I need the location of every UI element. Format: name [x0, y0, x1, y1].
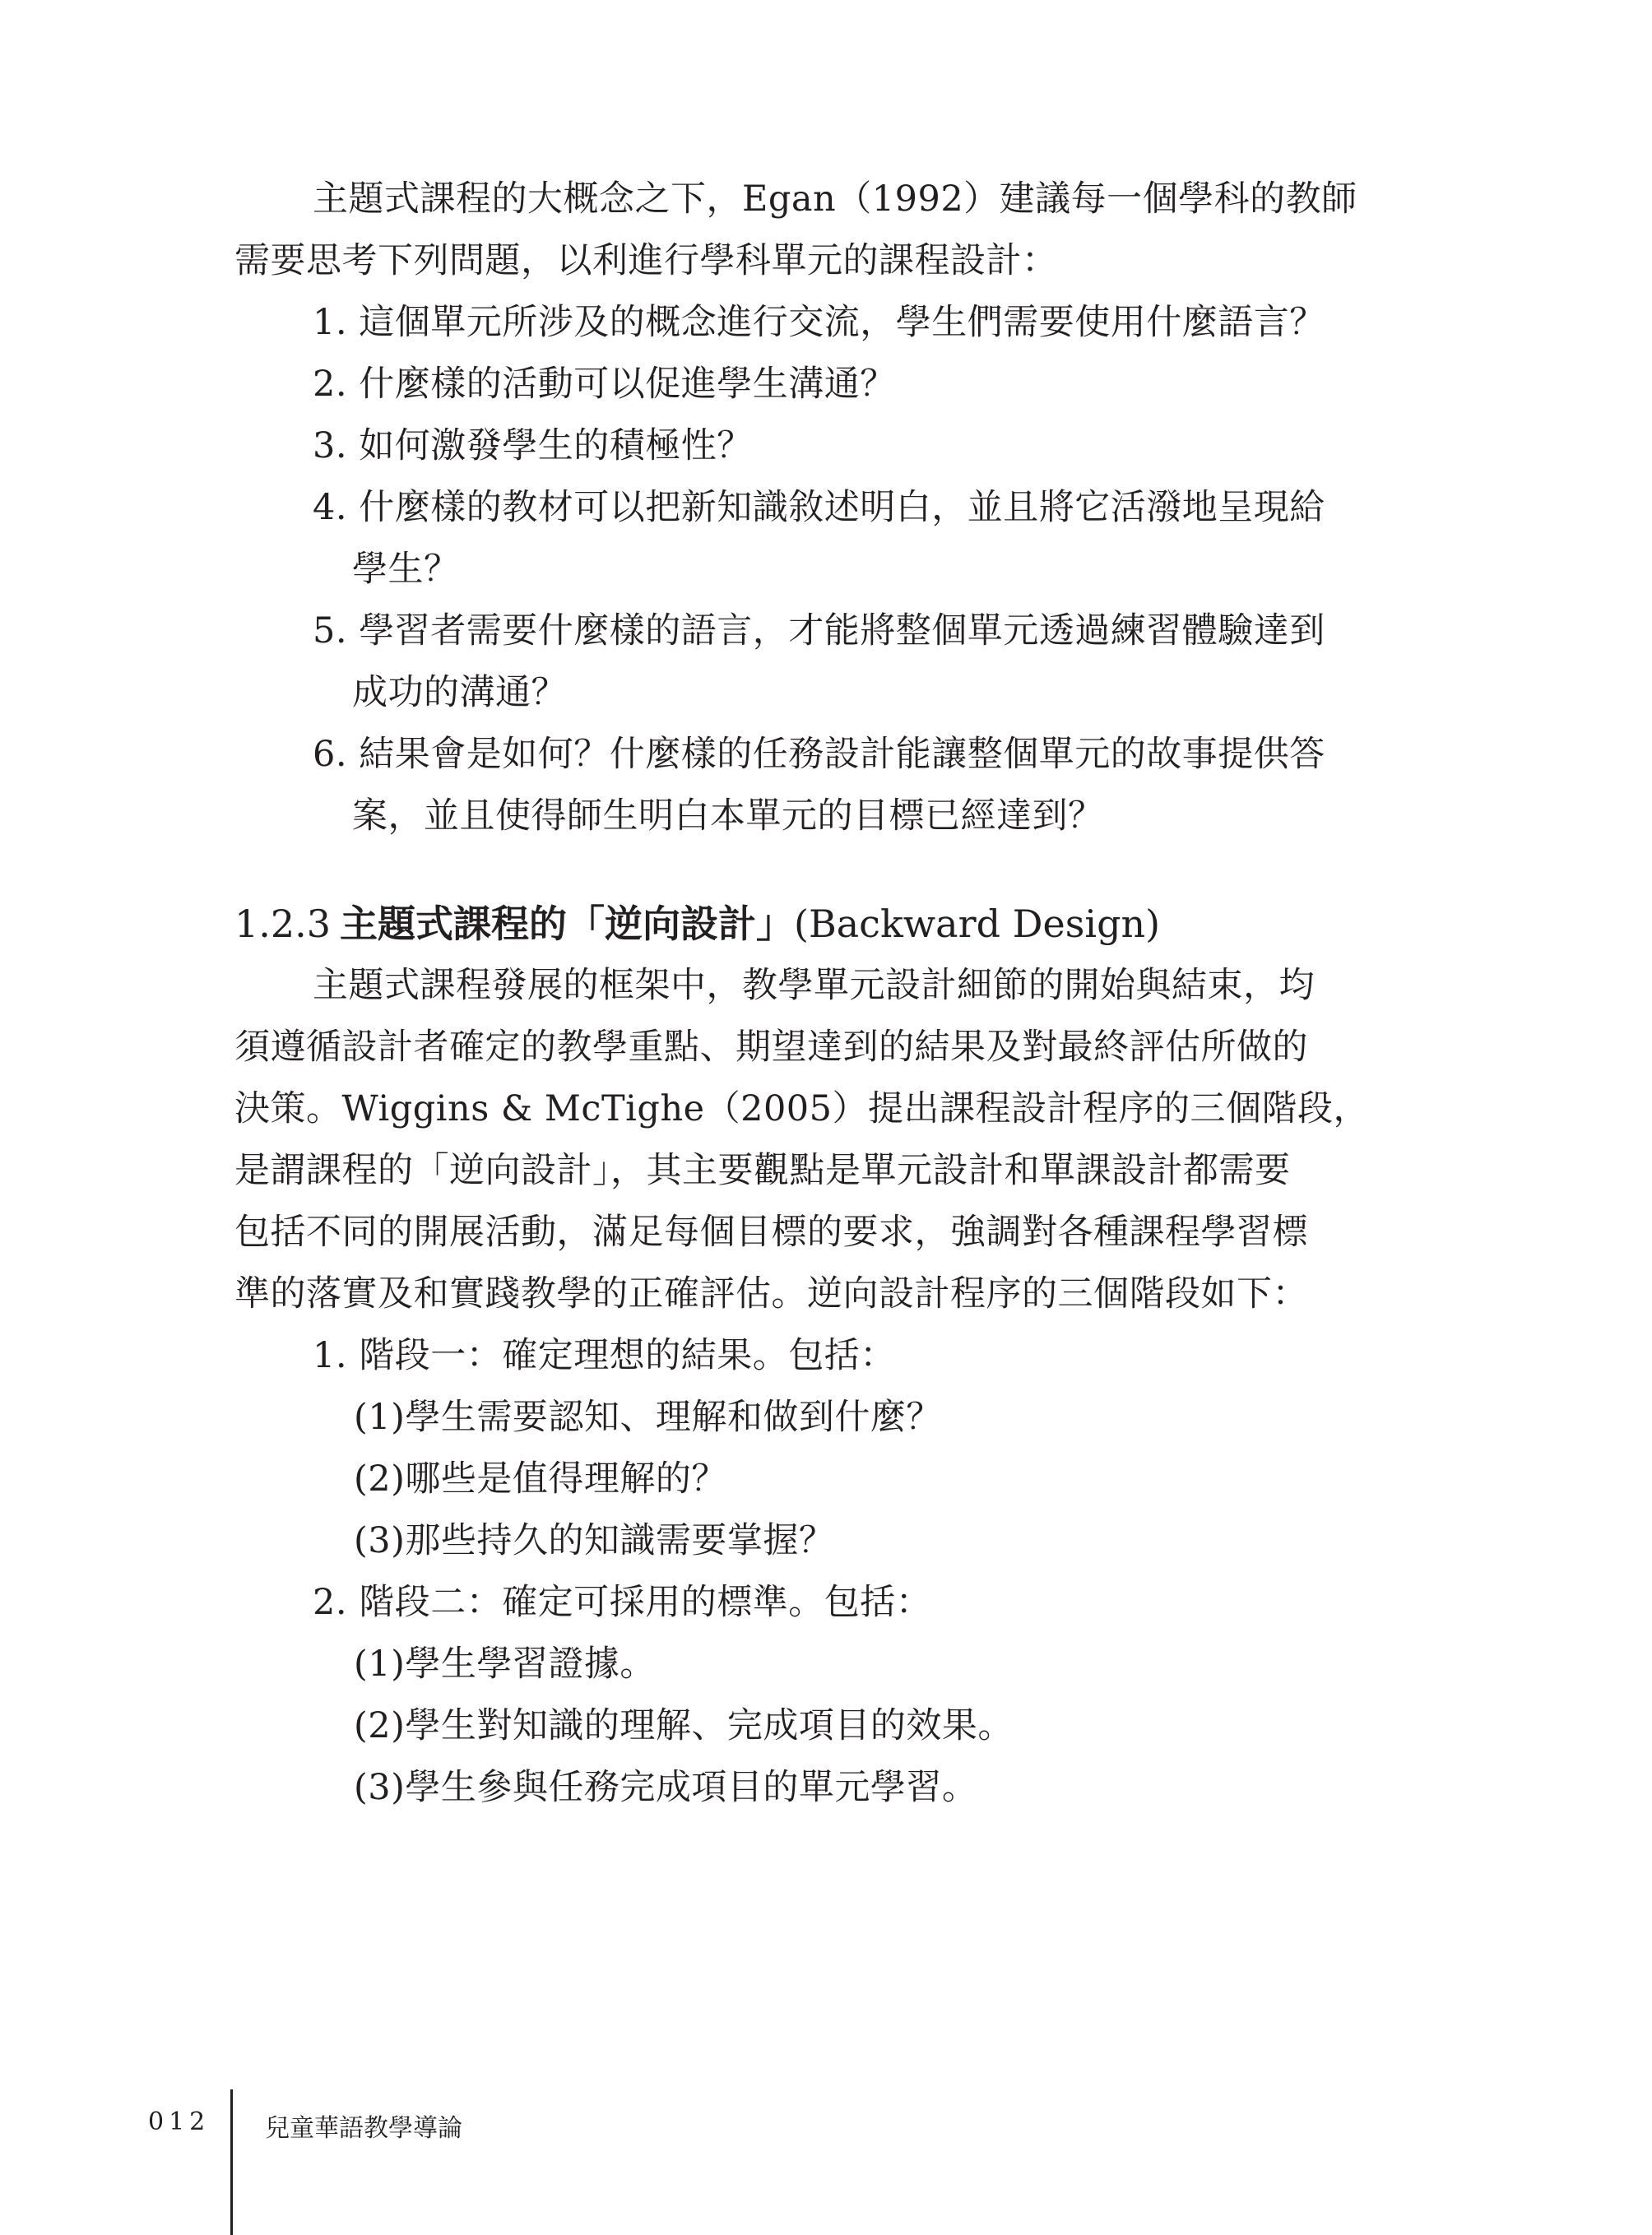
question-6: 6. 結果會是如何？什麼樣的任務設計能讓整個單元的故事提供答	[313, 734, 1325, 775]
question-6-cont: 案，並且使得師生明白本單元的目標已經達到？	[352, 795, 1104, 837]
intro-line-1: 主題式課程的大概念之下，Egan（1992）建議每一個學科的教師	[313, 179, 1357, 220]
body-line-4: 是謂課程的「逆向設計」，其主要觀點是單元設計和單課設計都需要	[234, 1150, 1291, 1191]
question-2: 2. 什麼樣的活動可以促進學生溝通？	[313, 364, 896, 405]
page-content	[234, 169, 1419, 1819]
section-title-zh: 主題式課程的「逆向設計」	[340, 902, 794, 946]
running-title: 兒童華語教學導論	[265, 2114, 462, 2143]
section-title-en: (Backward Design)	[794, 902, 1161, 946]
question-3: 3. 如何激發學生的積極性？	[313, 425, 753, 466]
body-line-1: 主題式課程發展的框架中，教學單元設計細節的開始與結束，均	[313, 965, 1315, 1006]
stage-1-item-2: (2)哪些是值得理解的？	[354, 1458, 727, 1500]
stage-1-item-3: (3)那些持久的知識需要掌握？	[354, 1520, 835, 1561]
stage-2-item-2: (2)學生對知識的理解、完成項目的效果。	[354, 1705, 1014, 1746]
body-line-5: 包括不同的開展活動，滿足每個目標的要求，強調對各種課程學習標	[234, 1212, 1308, 1253]
body-line-3: 決策。Wiggins & McTighe（2005）提出課程設計程序的三個階段，	[234, 1088, 1370, 1129]
question-4: 4. 什麼樣的教材可以把新知識敘述明白，並且將它活潑地呈現給	[313, 487, 1325, 528]
body-line-2: 須遵循設計者確定的教學重點、期望達到的結果及對最終評估所做的	[234, 1027, 1308, 1068]
question-4-cont: 學生？	[352, 549, 460, 590]
stage-2-item-1: (1)學生學習證據。	[354, 1644, 656, 1685]
question-5: 5. 學習者需要什麼樣的語言，才能將整個單元透過練習體驗達到	[313, 610, 1325, 651]
stage-1-item-1: (1)學生需要認知、理解和做到什麼？	[354, 1397, 942, 1438]
section-number: 1.2.3	[234, 902, 332, 946]
intro-line-2: 需要思考下列問題，以利進行學科單元的課程設計：	[234, 240, 1058, 281]
section-heading	[234, 893, 1419, 955]
body-line-6: 準的落實及和實踐教學的正確評估。逆向設計程序的三個階段如下：	[234, 1273, 1308, 1315]
question-1: 1. 這個單元所涉及的概念進行交流，學生們需要使用什麼語言？	[313, 302, 1325, 343]
page-number: 012	[148, 2107, 211, 2136]
footer-divider	[230, 2089, 233, 2235]
stage-2-label: 2. 階段二：確定可採用的標準。包括：	[313, 1582, 932, 1623]
stage-1-label: 1. 階段一：確定理想的結果。包括：	[313, 1335, 896, 1376]
question-5-cont: 成功的溝通？	[352, 672, 567, 713]
stage-2-item-3: (3)學生參與任務完成項目的單元學習。	[354, 1767, 978, 1808]
